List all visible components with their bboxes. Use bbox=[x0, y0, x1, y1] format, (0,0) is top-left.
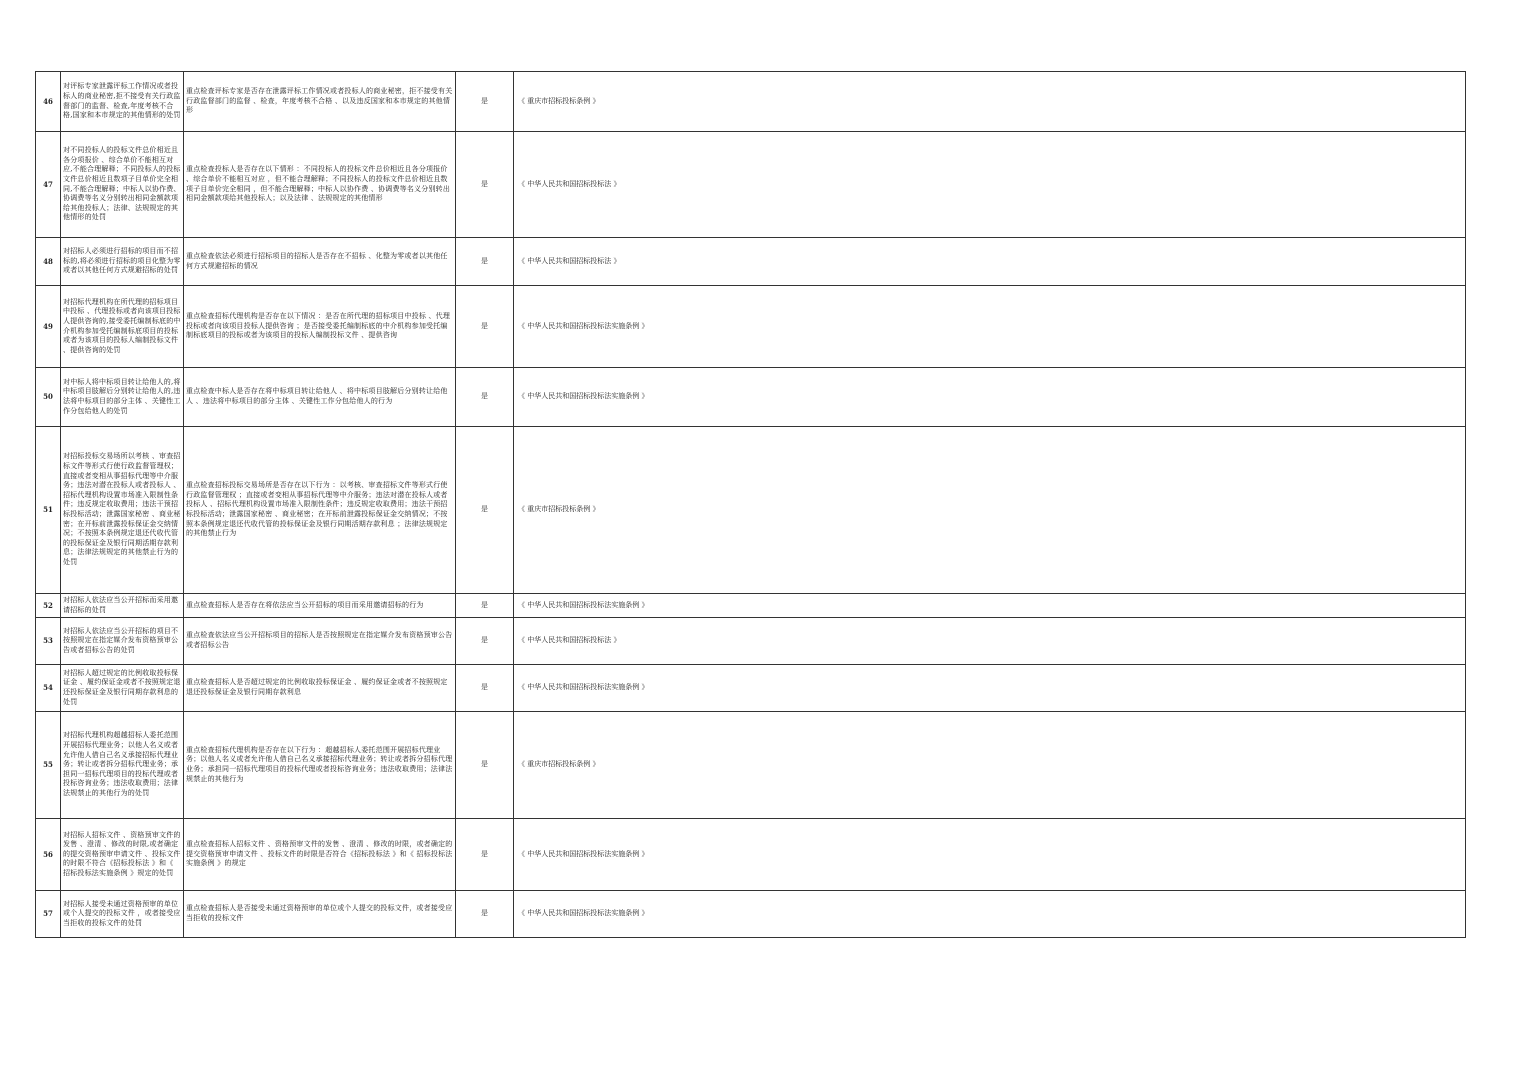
inspection-content: 重点检查投标人是否存在以下情形 ：不同投标人的投标文件总价相近且各分项报价 、综合单价不能相互对应 ，但不能合理解释；不同投标人的投标文件总价相近且数项子目单价完全相同 ，但不能合理解释；中标人以协作费 、协调费等名义分别转出相同金额款项给其他投标人；以及法律 、法规规定的其他情形 bbox=[184, 132, 456, 238]
inspection-content: 重点检查招标代理机构是否存在以下行为 ：超越招标人委托范围开展招标代理业务；以他人名义或者允许他人借自己名义承接招标代理业务；转让或者拆分招标代理业务；承担同一招标代理项目的投标代理或者投标咨询业务；违法收取费用；法律法规禁止的其他行为 bbox=[184, 712, 456, 819]
table-row bbox=[36, 286, 1466, 368]
applicable-flag: 是 bbox=[456, 368, 514, 427]
inspection-item: 对招标代理机构在所代理的招标项目中投标 、代理投标或者向该项目投标人提供咨询的,接受委托编制标底的中介机构参加受托编制标底项目的投标或者为该项目的投标人编制投标文件 、提供咨询的处罚 bbox=[61, 286, 184, 368]
table-row bbox=[36, 427, 1466, 594]
inspection-content: 重点检查招标人是否接受未通过资格预审的单位或个人提交的投标文件，或者接受应当拒收的投标文件 bbox=[184, 891, 456, 938]
applicable-flag: 是 bbox=[456, 286, 514, 368]
table-row bbox=[36, 368, 1466, 427]
regulation-table bbox=[35, 71, 1466, 938]
applicable-flag: 是 bbox=[456, 72, 514, 132]
legal-basis: 《 重庆市招标投标条例 》 bbox=[514, 712, 1466, 819]
row-number: 52 bbox=[36, 594, 61, 618]
inspection-content: 重点检查招标人招标文件 、资格预审文件的发售 、澄清 、修改的时限，或者确定的提交资格预审申请文件 、投标文件的时限是否符合《招标投标法 》和《 招标投标法实施条例 》的规定 bbox=[184, 819, 456, 891]
inspection-item: 对招标人接受未通过资格预审的单位或个人提交的投标文件 ，或者接受应当拒收的投标文件的处罚 bbox=[61, 891, 184, 938]
legal-basis: 《 中华人民共和国招标投标法 》 bbox=[514, 238, 1466, 286]
legal-basis: 《 中华人民共和国招标投标法实施条例 》 bbox=[514, 286, 1466, 368]
applicable-flag: 是 bbox=[456, 819, 514, 891]
row-number: 50 bbox=[36, 368, 61, 427]
inspection-item: 对招标人招标文件 、资格预审文件的发售 、澄清 、修改的时限,或者确定的提交资格预审申请文件 、投标文件的时限不符合《招标投标法 》和《 招标投标法实施条例 》规定的处罚 bbox=[61, 819, 184, 891]
table-row bbox=[36, 72, 1466, 132]
row-number: 57 bbox=[36, 891, 61, 938]
table-row bbox=[36, 618, 1466, 665]
row-number: 54 bbox=[36, 665, 61, 712]
inspection-item: 对招标人依法应当公开招标而采用邀请招标的处罚 bbox=[61, 594, 184, 618]
applicable-flag: 是 bbox=[456, 618, 514, 665]
inspection-content: 重点检查依法必须进行招标项目的招标人是否存在不招标 、化整为零或者以其他任何方式规避招标的情况 bbox=[184, 238, 456, 286]
inspection-content: 重点检查评标专家是否存在泄露评标工作情况或者投标人的商业秘密，拒不接受有关行政监督部门的监督 、检查，年度考核不合格 、以及违反国家和本市规定的其他情形 bbox=[184, 72, 456, 132]
inspection-item: 对不同投标人的投标文件总价相近且各分项报价 、综合单价不能相互对应,不能合理解释；不同投标人的投标文件总价相近且数项子目单价完全相同,不能合理解释；中标人以协作费、协调费等名义分别转出相同金额款项给其他投标人；法律、法规规定的其他情形的处罚 bbox=[61, 132, 184, 238]
inspection-content: 重点检查招标人是否存在将依法应当公开招标的项目而采用邀请招标的行为 bbox=[184, 594, 456, 618]
row-number: 47 bbox=[36, 132, 61, 238]
legal-basis: 《 中华人民共和国招标投标法实施条例 》 bbox=[514, 594, 1466, 618]
row-number: 48 bbox=[36, 238, 61, 286]
inspection-item: 对中标人将中标项目转让给他人的,将中标项目肢解后分别转让给他人的,违法将中标项目的部分主体 、关键性工作分包给他人的处罚 bbox=[61, 368, 184, 427]
inspection-content: 重点检查招标投标交易场所是否存在以下行为 ：以考核、审查招标文件等形式行使行政监督管理权 ；直接或者变相从事招标代理等中介服务；违法对潜在投标人或者投标人 、招标代理机构设置市场准入限制性条件；违反规定收取费用；违法干预招标投标活动；泄露国家秘密 、商业秘密；在开标前泄露投标保证金交纳情况；不按照本条例规定退还代收代管的投标保证金及银行同期活期存款利息 ；法律法规规定的其他禁止行为 bbox=[184, 427, 456, 594]
inspection-item: 对招标代理机构超越招标人委托范围开展招标代理业务；以他人名义或者允许他人借自己名义承接招标代理业务；转让或者拆分招标代理业务；承担同一招标代理项目的投标代理或者投标咨询业务；违法收取费用；法律法规禁止的其他行为的处罚 bbox=[61, 712, 184, 819]
row-number: 55 bbox=[36, 712, 61, 819]
applicable-flag: 是 bbox=[456, 665, 514, 712]
table-row bbox=[36, 712, 1466, 819]
inspection-item: 对招标人依法应当公开招标的项目不按照规定在指定媒介发布资格预审公告或者招标公告的处罚 bbox=[61, 618, 184, 665]
inspection-content: 重点检查中标人是否存在将中标项目转让给他人 、将中标项目肢解后分别转让给他人 、违法将中标项目的部分主体 、关键性工作分包给他人的行为 bbox=[184, 368, 456, 427]
legal-basis: 《 中华人民共和国招标投标法实施条例 》 bbox=[514, 891, 1466, 938]
inspection-item: 对招标人必须进行招标的项目而不招标的,将必须进行招标的项目化整为零或者以其他任何方式规避招标的处罚 bbox=[61, 238, 184, 286]
inspection-item: 对评标专家泄露评标工作情况或者投标人的商业秘密,拒不接受有关行政监督部门的监督、检查,年度考核不合格,国家和本市规定的其他情形的处罚 bbox=[61, 72, 184, 132]
legal-basis: 《 中华人民共和国招标投标法实施条例 》 bbox=[514, 819, 1466, 891]
applicable-flag: 是 bbox=[456, 132, 514, 238]
applicable-flag: 是 bbox=[456, 238, 514, 286]
table-row bbox=[36, 891, 1466, 938]
inspection-item: 对招标人超过规定的比例收取投标保证金 、履约保证金或者不按照规定退还投标保证金及银行同期存款利息的处罚 bbox=[61, 665, 184, 712]
inspection-content: 重点检查依法应当公开招标项目的招标人是否按照规定在指定媒介发布资格预审公告或者招标公告 bbox=[184, 618, 456, 665]
applicable-flag: 是 bbox=[456, 427, 514, 594]
row-number: 53 bbox=[36, 618, 61, 665]
inspection-content: 重点检查招标代理机构是否存在以下情况 ：是否在所代理的招标项目中投标 、代理投标或者向该项目投标人提供咨询 ；是否接受委托编制标底的中介机构参加受托编制标底项目的投标或者为该项目的投标人编制投标文件 、提供咨询 bbox=[184, 286, 456, 368]
legal-basis: 《 中华人民共和国招标投标法实施条例 》 bbox=[514, 368, 1466, 427]
row-number: 46 bbox=[36, 72, 61, 132]
legal-basis: 《 重庆市招标投标条例 》 bbox=[514, 72, 1466, 132]
table-row bbox=[36, 238, 1466, 286]
row-number: 56 bbox=[36, 819, 61, 891]
inspection-item: 对招标投标交易场所以考核 、审查招标文件等形式行使行政监督管理权；直接或者变相从事招标代理等中介服务；违法对潜在投标人或者投标人 、招标代理机构设置市场准入限制性条件；违反规定收取费用；违法干预招标投标活动；泄露国家秘密 、商业秘密；在开标前泄露投标保证金交纳情况；不按照本条例规定退还代收代管的投标保证金及银行同期活期存款利息；法律法规规定的其他禁止行为的处罚 bbox=[61, 427, 184, 594]
table-row bbox=[36, 132, 1466, 238]
table-row bbox=[36, 594, 1466, 618]
applicable-flag: 是 bbox=[456, 891, 514, 938]
applicable-flag: 是 bbox=[456, 594, 514, 618]
table-row bbox=[36, 665, 1466, 712]
table-row bbox=[36, 819, 1466, 891]
legal-basis: 《 中华人民共和国招标投标法 》 bbox=[514, 618, 1466, 665]
row-number: 49 bbox=[36, 286, 61, 368]
legal-basis: 《 中华人民共和国招标投标法实施条例 》 bbox=[514, 665, 1466, 712]
applicable-flag: 是 bbox=[456, 712, 514, 819]
legal-basis: 《 中华人民共和国招标投标法 》 bbox=[514, 132, 1466, 238]
legal-basis: 《 重庆市招标投标条例 》 bbox=[514, 427, 1466, 594]
inspection-content: 重点检查招标人是否超过规定的比例收取投标保证金 、履约保证金或者不按照规定退还投标保证金及银行同期存款利息 bbox=[184, 665, 456, 712]
row-number: 51 bbox=[36, 427, 61, 594]
